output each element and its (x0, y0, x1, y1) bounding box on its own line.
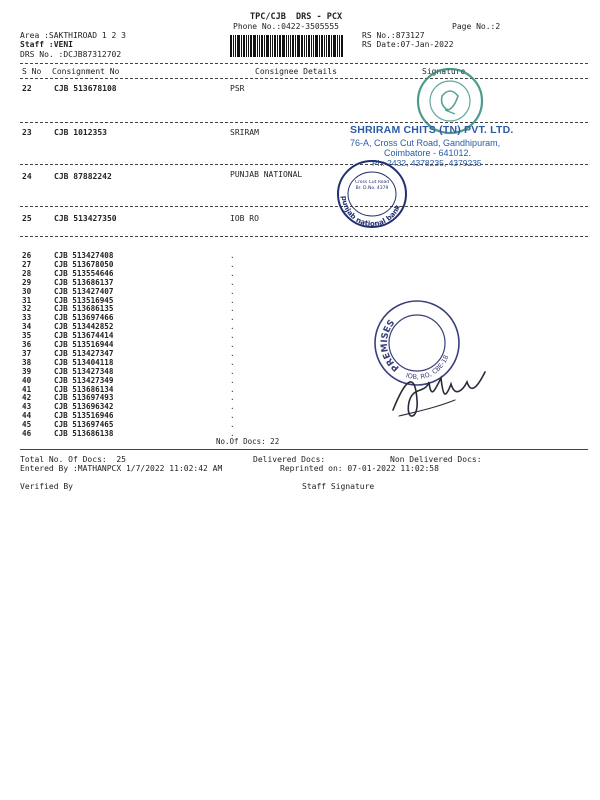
divider (20, 63, 588, 64)
page-number: Page No.:2 (452, 22, 501, 31)
list-item-dot: . (230, 331, 235, 341)
list-item-sno: 34 (22, 322, 32, 332)
list-item-sno: 27 (22, 259, 32, 269)
list-item-dot: . (230, 286, 235, 296)
shriram-stamp-city: Coimbatore - 641012. (384, 148, 472, 158)
col-sno-header: S No (22, 67, 42, 76)
list-item-consignment: CJB 513554646 (54, 268, 114, 278)
list-item-sno: 42 (22, 393, 32, 403)
list-item-dot: . (230, 313, 235, 323)
divider (20, 449, 588, 450)
list-item-dot: . (230, 420, 235, 430)
list-item-dot: . (230, 393, 235, 403)
list-item-sno: 40 (22, 375, 32, 385)
list-item-sno: 32 (22, 304, 32, 314)
area: Area :SAKTHIROAD 1 2 3 (20, 31, 126, 40)
list-item-sno: 39 (22, 366, 32, 376)
divider (20, 122, 588, 123)
list-item-consignment: CJB 513697493 (54, 393, 114, 403)
pnb-stamp-ring: punjab national bank (339, 195, 403, 229)
list-item-dot: . (230, 384, 235, 394)
document-title: TPC/CJB DRS - PCX (250, 12, 343, 22)
row-consignee: SRIRAM (230, 128, 259, 137)
divider (20, 78, 588, 79)
row-consignment: CJB 513678108 (54, 84, 117, 93)
row-consignee: IOB RO (230, 214, 259, 223)
iob-stamp-ring: PREMISES (379, 318, 402, 373)
row-sno: 24 (22, 172, 32, 181)
list-item-consignment: CJB 513427407 (54, 286, 114, 296)
rs-date: RS Date:07-Jan-2022 (362, 40, 454, 49)
handwritten-signature (385, 360, 495, 430)
reprinted-on: Reprinted on: 07-01-2022 11:02:58 (280, 464, 439, 473)
non-delivered-docs: Non Delivered Docs: (390, 455, 482, 464)
list-item-dot: . (230, 251, 235, 260)
list-item-sno: 31 (22, 295, 32, 305)
list-item-consignment: CJB 513516946 (54, 411, 114, 421)
list-item-dot: . (230, 348, 235, 358)
list-item-sno: 43 (22, 402, 32, 412)
row-consignee: PUNJAB NATIONAL (230, 170, 303, 179)
list-item-dot: . (230, 340, 235, 349)
list-item-dot: . (230, 375, 235, 385)
list-item-sno: 37 (22, 348, 32, 358)
pnb-stamp-text: Cross Cut Road Br. D.No. 4379 (354, 180, 390, 191)
phone-number: Phone No.:0422-3505555 (233, 22, 339, 31)
row-consignment: CJB 1012353 (54, 128, 107, 137)
list-item-consignment: CJB 513516944 (54, 340, 114, 349)
divider (20, 236, 588, 237)
row-consignment: CJB 87882242 (54, 172, 112, 181)
list-item-sno: 26 (22, 251, 32, 260)
list-item-dot: . (230, 402, 235, 412)
rs-number: RS No.:873127 (362, 31, 425, 40)
list-item-consignment: CJB 513427347 (54, 348, 114, 358)
list-item-dot: . (230, 277, 235, 287)
list-item-consignment: CJB 513686138 (54, 429, 114, 438)
list-item-sno: 28 (22, 268, 32, 278)
list-item-dot: . (230, 366, 235, 376)
entered-by: Entered By :MATHANPCX 1/7/2022 11:02:42 AM (20, 464, 223, 473)
list-item-sno: 35 (22, 331, 32, 341)
list-item-sno: 46 (22, 429, 32, 438)
total-docs: Total No. Of Docs: 25 (20, 455, 126, 464)
list-item-dot: . (230, 322, 235, 332)
list-item-dot: . (230, 295, 235, 305)
divider (20, 206, 588, 207)
list-item-dot: . (230, 259, 235, 269)
shriram-stamp-address: 76-A, Cross Cut Road, Gandhipuram, (350, 138, 501, 148)
list-item-sno: 41 (22, 384, 32, 394)
delivered-docs: Delivered Docs: (253, 455, 326, 464)
pnb-stamp (332, 156, 412, 232)
drs-number: DRS No. :DCJB87312702 (20, 50, 122, 59)
list-item-consignment: CJB 513686135 (54, 304, 114, 314)
list-item-dot: . (230, 268, 235, 278)
list-item-consignment: CJB 513427349 (54, 375, 114, 385)
shriram-stamp-title: SHRIRAM CHITS (TN) PVT. LTD. (350, 124, 514, 136)
list-item-consignment: CJB 513674414 (54, 331, 114, 341)
no-of-docs: No.Of Docs: 22 (216, 437, 280, 446)
col-consignee-header: Consignee Details (255, 67, 337, 76)
list-item-sno: 45 (22, 420, 32, 430)
col-signature-header: Signature (422, 67, 466, 76)
list-item-dot: . (230, 411, 235, 421)
list-item-consignment: CJB 513686137 (54, 277, 114, 287)
list-item-consignment: CJB 513686134 (54, 384, 114, 394)
verified-by: Verified By (20, 482, 73, 491)
list-item-sno: 30 (22, 286, 32, 296)
list-item-dot: . (230, 429, 235, 438)
col-consignment-header: Consignment No (52, 67, 120, 76)
list-item-sno: 33 (22, 313, 32, 323)
row-consignment: CJB 513427350 (54, 214, 117, 223)
list-item-consignment: CJB 513516945 (54, 295, 114, 305)
staff-signature: Staff Signature (302, 482, 375, 491)
list-item-consignment: CJB 513697465 (54, 420, 114, 430)
list-item-sno: 36 (22, 340, 32, 349)
list-item-sno: 44 (22, 411, 32, 421)
list-item-consignment: CJB 513678050 (54, 259, 114, 269)
barcode (230, 35, 354, 57)
row-sno: 23 (22, 128, 32, 137)
shriram-stamp-phone: Ph: 2432, 4378235, 4379235 (372, 158, 482, 168)
row-consignee: PSR (230, 84, 245, 93)
list-item-sno: 38 (22, 357, 32, 367)
list-item-dot: . (230, 304, 235, 314)
list-item-consignment: CJB 513442852 (54, 322, 114, 332)
row-sno: 22 (22, 84, 32, 93)
list-item-sno: 29 (22, 277, 32, 287)
iob-stamp-code: IOB, RO, CBE-18 (404, 353, 451, 382)
staff-name: Staff :VENI (20, 40, 73, 49)
list-item-dot: . (230, 357, 235, 367)
row-sno: 25 (22, 214, 32, 223)
list-item-consignment: CJB 513404118 (54, 357, 114, 367)
list-item-consignment: CJB 513696342 (54, 402, 114, 412)
list-item-consignment: CJB 513427348 (54, 366, 114, 376)
list-item-consignment: CJB 513427408 (54, 251, 114, 260)
list-item-consignment: CJB 513697466 (54, 313, 114, 323)
